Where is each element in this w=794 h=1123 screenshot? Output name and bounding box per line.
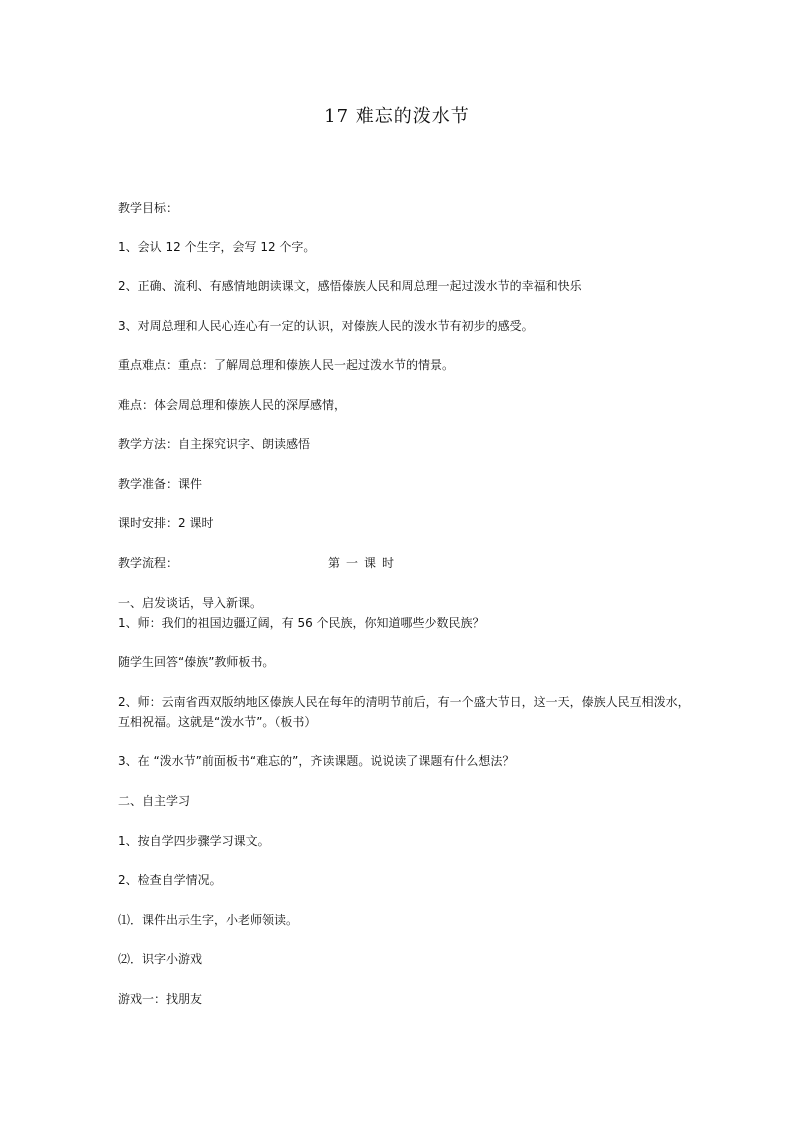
section-2-subitem-2: ⑵．识字小游戏 — [118, 952, 203, 966]
section-heading-1: 一、启发谈话，导入新课。 — [118, 596, 263, 610]
section-1-note: 随学生回答“傣族”教师板书。 — [118, 655, 275, 669]
lesson-label: 第一课时 — [328, 556, 401, 570]
difficulty: 难点：体会周总理和傣族人民的深厚感情， — [118, 398, 347, 412]
page-title: 17 难忘的泼水节 — [324, 106, 470, 127]
goals-heading: 教学目标： — [118, 201, 179, 215]
goal-item-2: 2、正确、流利、有感情地朗读课文，感悟傣族人民和周总理一起过泼水节的幸福和快乐 — [118, 279, 582, 293]
section-2-item-1: 1、按自学四步骤学习课文。 — [118, 834, 270, 848]
section-1-item-2-line-2: 互相祝福。这就是“泼水节”。（板书） — [118, 715, 317, 729]
section-1-item-1: 1、师：我们的祖国边疆辽阔，有 56 个民族，你知道哪些少数民族？ — [118, 616, 485, 630]
section-1-item-2-line-1: 2、师：云南省西双版纳地区傣族人民在每年的清明节前后，有一个盛大节日，这一天，傣族人民互相泼水， — [118, 695, 690, 709]
flow-label: 教学流程： — [118, 556, 179, 570]
key-points: 重点难点：重点：了解周总理和傣族人民一起过泼水节的情景。 — [118, 358, 455, 372]
game-1-heading: 游戏一：找朋友 — [118, 992, 203, 1006]
goal-item-1: 1、会认 12 个生字，会写 12 个字。 — [118, 240, 316, 254]
section-2-subitem-1: ⑴．课件出示生字，小老师领读。 — [118, 913, 299, 927]
goal-item-3: 3、对周总理和人民心连心有一定的认识，对傣族人民的泼水节有初步的感受。 — [118, 319, 534, 333]
teaching-preparation: 教学准备：课件 — [118, 477, 203, 491]
section-1-item-3: 3、在 “泼水节”前面板书“难忘的”，齐读课题。说说读了课题有什么想法？ — [118, 754, 515, 768]
section-2-item-2: 2、检查自学情况。 — [118, 873, 222, 887]
class-schedule: 课时安排：2 课时 — [118, 516, 214, 530]
section-heading-2: 二、自主学习 — [118, 794, 191, 808]
teaching-method: 教学方法：自主探究识字、朗读感悟 — [118, 437, 311, 451]
